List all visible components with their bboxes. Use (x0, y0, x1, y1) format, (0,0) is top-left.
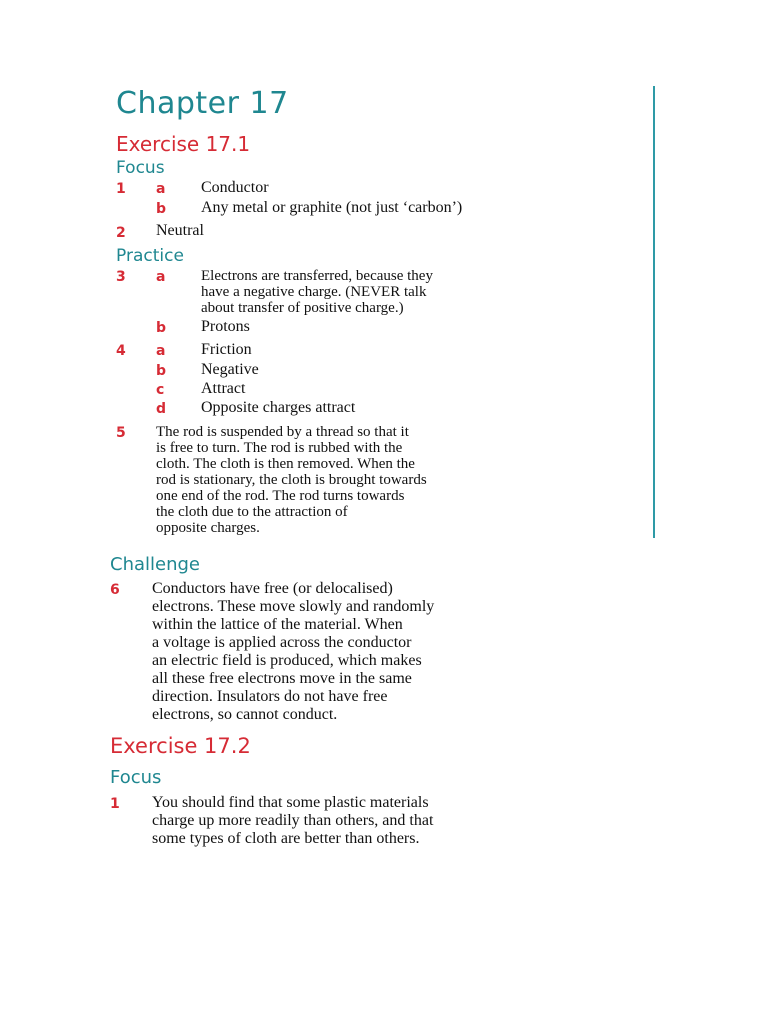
part-label: b (156, 363, 167, 379)
question-number: 2 (116, 225, 126, 241)
question-number: 1 (110, 796, 120, 812)
answer-text: Conductors have free (or delocalised) electrons. These move slowly and randomly within the lattice of the material. When a voltage is applied across the conductor an electric field is produced, which makes all these free electrons move in the same direction. Insulators do not have free electrons, so cannot conduct. (152, 580, 435, 723)
question-number: 1 (116, 181, 126, 197)
practice-heading: Practice (116, 246, 184, 266)
question-number: 6 (110, 582, 120, 598)
question-number: 3 (116, 269, 126, 285)
chapter-title: Chapter 17 (116, 86, 289, 121)
answer-text: Friction (201, 341, 252, 358)
answer-text: Opposite charges attract (201, 399, 356, 416)
question-number: 4 (116, 343, 126, 359)
answer-text: Electrons are transferred, because they have a negative charge. (NEVER talk about transfer of positive charge.) (201, 268, 433, 316)
focus-heading: Focus (116, 158, 165, 178)
answer-text: You should find that some plastic materials charge up more readily than others, and that some types of cloth are better than others. (152, 794, 434, 847)
challenge-heading: Challenge (110, 554, 200, 575)
margin-rule (653, 86, 655, 538)
answer-text: The rod is suspended by a thread so that it is free to turn. The rod is rubbed with the cloth. The cloth is then removed. When the rod is stationary, the cloth is brought towards one end of the rod. The rod turns towards the cloth due to the attraction of opposite charges. (156, 424, 427, 536)
question-number: 5 (116, 425, 126, 441)
answer-text: Conductor (201, 179, 269, 196)
part-label: c (156, 382, 165, 398)
answer-text: Negative (201, 361, 259, 378)
part-label: a (156, 343, 166, 359)
answer-text: Protons (201, 318, 250, 335)
part-label: d (156, 401, 167, 417)
focus-heading: Focus (110, 767, 162, 788)
answer-text: Attract (201, 380, 246, 397)
part-label: a (156, 269, 166, 285)
part-label: b (156, 320, 167, 336)
answer-text: Neutral (156, 222, 204, 239)
answer-text: Any metal or graphite (not just ‘carbon’) (201, 199, 463, 216)
part-label: b (156, 201, 167, 217)
exercise-17-1-title: Exercise 17.1 (116, 132, 251, 156)
exercise-17-2-title: Exercise 17.2 (110, 734, 251, 758)
part-label: a (156, 181, 166, 197)
